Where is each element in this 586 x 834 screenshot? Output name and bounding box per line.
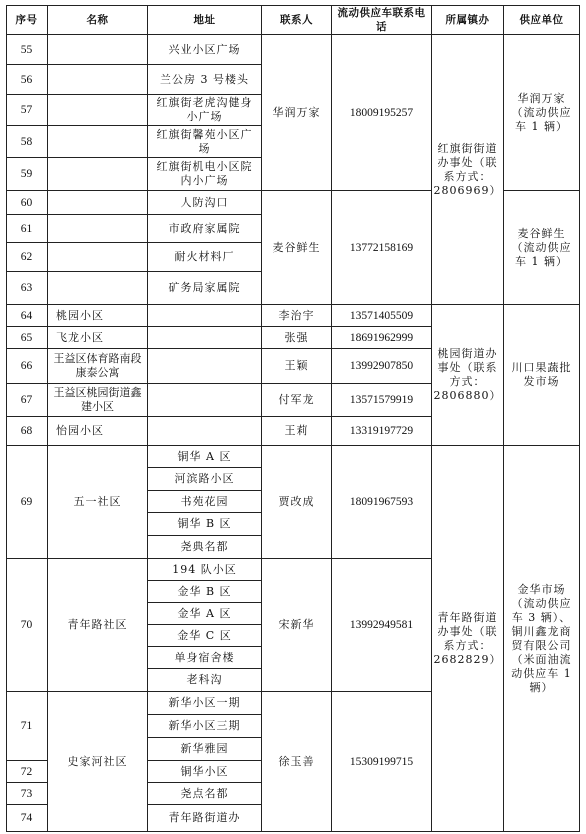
row-number: 63 [6, 272, 48, 305]
address-cell: 市政府家属院 [148, 215, 262, 243]
row-number: 64 [6, 305, 48, 327]
row-number: 58 [6, 126, 48, 158]
name-cell [48, 191, 148, 215]
phone-cell: 13772158169 [332, 191, 432, 305]
header-contact: 联系人 [262, 5, 332, 35]
phone-cell: 18091967593 [332, 446, 432, 559]
address-cell: 矿务局家属院 [148, 272, 262, 305]
row-number: 57 [6, 95, 48, 126]
row-number: 59 [6, 158, 48, 191]
name-cell: 王益区桃园街道鑫建小区 [48, 384, 148, 417]
address-cell: 老科沟 [148, 669, 262, 692]
name-cell [48, 35, 148, 65]
row-number: 56 [6, 65, 48, 95]
address-cell: 金华 B 区 [148, 581, 262, 603]
name-cell [48, 65, 148, 95]
address-cell: 铜华小区 [148, 761, 262, 783]
header-office: 所属镇办 [432, 5, 504, 35]
row-number: 65 [6, 327, 48, 349]
address-cell: 金华 C 区 [148, 625, 262, 647]
row-number: 70 [6, 559, 48, 692]
address-cell: 河滨路小区 [148, 468, 262, 491]
supplier-cell: 华润万家（流动供应车 1 辆） [504, 35, 580, 191]
row-number: 61 [6, 215, 48, 243]
address-cell: 194 队小区 [148, 559, 262, 581]
phone-cell: 13571579919 [332, 384, 432, 417]
contact-cell: 华润万家 [262, 35, 332, 191]
name-cell: 飞龙小区 [48, 327, 148, 349]
name-cell: 怡园小区 [48, 417, 148, 446]
header-no: 序号 [6, 5, 48, 35]
row-number: 62 [6, 243, 48, 272]
header-phone: 流动供应车联系电话 [332, 5, 432, 35]
address-cell: 兰公房 3 号楼头 [148, 65, 262, 95]
supplier-cell: 麦谷鲜生（流动供应车 1 辆） [504, 191, 580, 305]
name-cell: 青年路社区 [48, 559, 148, 692]
address-cell: 红旗街馨苑小区广场 [148, 126, 262, 158]
header-name: 名称 [48, 5, 148, 35]
name-cell: 史家河社区 [48, 692, 148, 832]
name-cell [48, 126, 148, 158]
name-cell [48, 243, 148, 272]
address-cell [148, 417, 262, 446]
contact-cell: 王颖 [262, 349, 332, 384]
header-address: 地址 [148, 5, 262, 35]
contact-cell: 徐玉善 [262, 692, 332, 832]
contact-cell: 宋新华 [262, 559, 332, 692]
address-cell: 新华小区三期 [148, 715, 262, 738]
name-cell [48, 272, 148, 305]
row-number: 67 [6, 384, 48, 417]
address-cell [148, 349, 262, 384]
address-cell: 单身宿舍楼 [148, 647, 262, 669]
phone-cell: 13992949581 [332, 559, 432, 692]
row-number: 66 [6, 349, 48, 384]
address-cell: 尧点名都 [148, 783, 262, 805]
address-cell: 铜华 B 区 [148, 513, 262, 536]
phone-cell: 18691962999 [332, 327, 432, 349]
row-number: 74 [6, 805, 48, 832]
name-cell: 五一社区 [48, 446, 148, 559]
phone-cell: 15309199715 [332, 692, 432, 832]
phone-cell: 13319197729 [332, 417, 432, 446]
contact-cell: 贾改成 [262, 446, 332, 559]
row-number: 72 [6, 761, 48, 783]
address-cell: 新华雅园 [148, 738, 262, 761]
row-number: 60 [6, 191, 48, 215]
address-cell: 耐火材料厂 [148, 243, 262, 272]
supplier-cell: 川口果蔬批发市场 [504, 305, 580, 446]
supplier-cell: 金华市场（流动供应车 3 辆）、铜川鑫龙商贸有限公司（米面油流动供应车 1 辆） [504, 446, 580, 832]
name-cell [48, 158, 148, 191]
header-supplier: 供应单位 [504, 5, 580, 35]
phone-cell: 13571405509 [332, 305, 432, 327]
address-cell [148, 327, 262, 349]
address-cell: 红旗街机电小区院内小广场 [148, 158, 262, 191]
contact-cell: 张强 [262, 327, 332, 349]
phone-cell: 13992907850 [332, 349, 432, 384]
address-cell: 兴业小区广场 [148, 35, 262, 65]
contact-cell: 付军龙 [262, 384, 332, 417]
address-cell: 人防沟口 [148, 191, 262, 215]
address-cell: 铜华 A 区 [148, 446, 262, 468]
name-cell [48, 215, 148, 243]
row-number: 69 [6, 446, 48, 559]
contact-cell: 李治宇 [262, 305, 332, 327]
address-cell: 金华 A 区 [148, 603, 262, 625]
name-cell: 桃园小区 [48, 305, 148, 327]
office-cell: 桃园街道办事处（联系方式：2806880） [432, 305, 504, 446]
address-cell [148, 305, 262, 327]
contact-cell: 麦谷鲜生 [262, 191, 332, 305]
name-cell [48, 95, 148, 126]
row-number: 68 [6, 417, 48, 446]
address-cell: 青年路街道办 [148, 805, 262, 832]
office-cell: 红旗街街道办事处（联系方式：2806969） [432, 35, 504, 305]
row-number: 73 [6, 783, 48, 805]
address-cell: 红旗街老虎沟健身小广场 [148, 95, 262, 126]
address-cell: 新华小区一期 [148, 692, 262, 715]
office-cell: 青年路街道办事处（联系方式：2682829） [432, 446, 504, 832]
address-cell: 尧典名都 [148, 536, 262, 559]
address-cell: 书苑花园 [148, 491, 262, 513]
row-number: 55 [6, 35, 48, 65]
row-number: 71 [6, 692, 48, 761]
phone-cell: 18009195257 [332, 35, 432, 191]
address-cell [148, 384, 262, 417]
name-cell: 王益区体育路南段康泰公寓 [48, 349, 148, 384]
contact-cell: 王莉 [262, 417, 332, 446]
